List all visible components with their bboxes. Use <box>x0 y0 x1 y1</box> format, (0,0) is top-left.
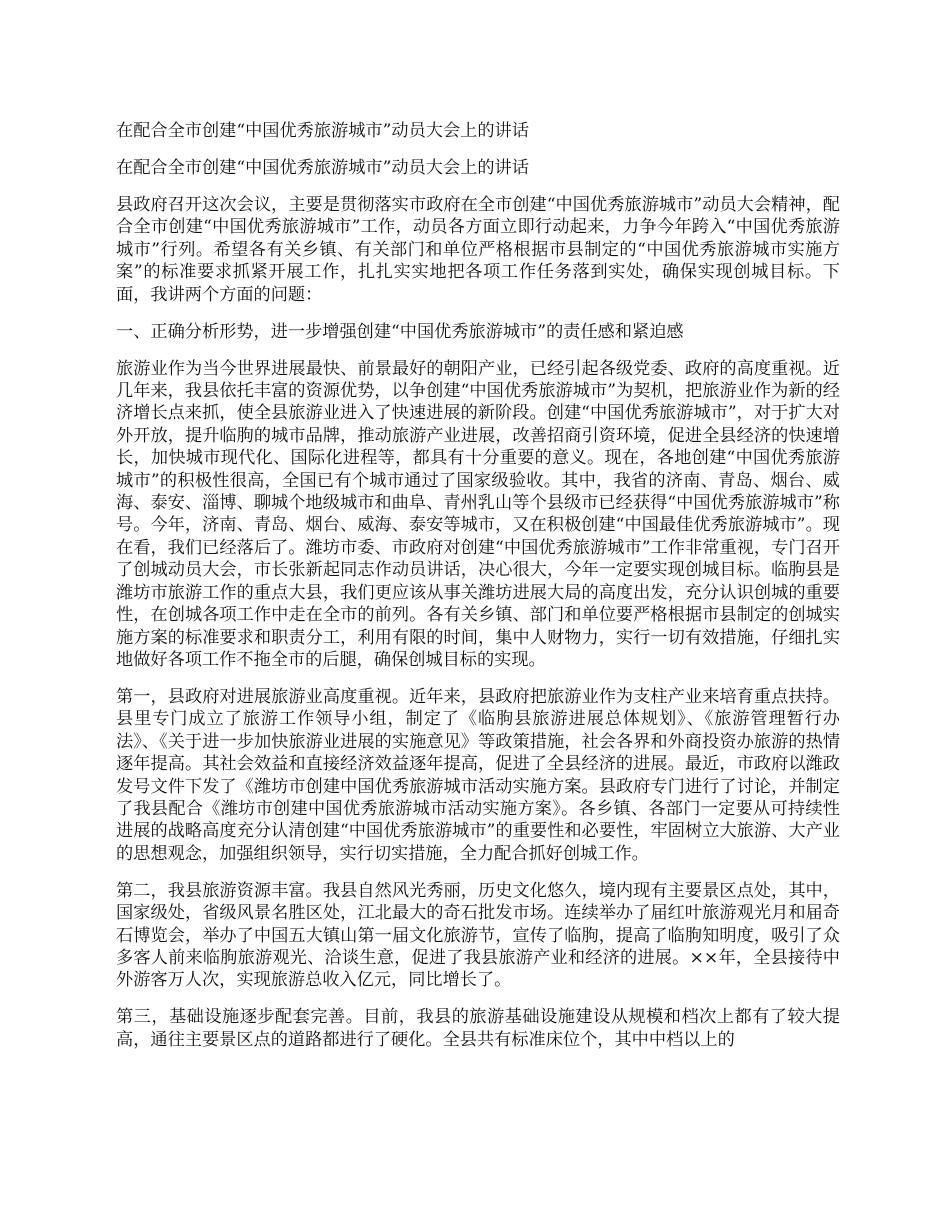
document-subtitle: 在配合全市创建“中国优秀旅游城市”动员大会上的讲话 <box>116 158 529 178</box>
section-heading-1: 一、正确分析形势，进一步增强创建“中国优秀旅游城市”的责任感和紧迫感 <box>116 321 684 342</box>
paragraph-second-point: 第二，我县旅游资源丰富。我县自然风光秀丽，历史文化悠久，境内现有主要景区点处，其中，国家级处，省级风景名胜区处，江北最大的奇石批发市场。连续举办了届红叶旅游观光月和届奇石博览会，举办了中国五大镇山第一届文化旅游节，宣传了临朐，提高了临朐知明度，吸引了众多客人前来临朐旅游观光、洽谈生意，促进了我县旅游产业和经济的进展。××年，全县接待中外游客万人次，实现旅游总收入亿元，同比增长了。 <box>116 880 840 991</box>
paragraph-first-point: 第一，县政府对进展旅游业高度重视。近年来，县政府把旅游业作为支柱产业来培育重点扶持。县里专门成立了旅游工作领导小组，制定了《临朐县旅游进展总体规划》、《旅游管理暂行办法》、《关于进一步加快旅游业进展的实施意见》等政策措施，社会各界和外商投资办旅游的热情逐年提高。其社会效益和直接经济效益逐年提高，促进了全县经济的进展。最近，市政府以潍政发号文件下发了《潍坊市创建中国优秀旅游城市活动实施方案。县政府专门进行了讨论，并制定了我县配合《潍坊市创建中国优秀旅游城市活动实施方案》。各乡镇、各部门一定要从可持续性进展的战略高度充分认清创建“中国优秀旅游城市”的重要性和必要性，牢固树立大旅游、大产业的思想观念，加强组织领导，实行切实措施，全力配合抓好创城工作。 <box>116 686 840 864</box>
document-body <box>116 120 840 1066</box>
document-title: 在配合全市创建“中国优秀旅游城市”动员大会上的讲话 <box>116 121 529 141</box>
paragraph-situation: 旅游业作为当今世界进展最快、前景最好的朝阳产业，已经引起各级党委、政府的高度重视。近几年来，我县依托丰富的资源优势，以争创建“中国优秀旅游城市”为契机，把旅游业作为新的经济增长点来抓，使全县旅游业进入了快速进展的新阶段。创建“中国优秀旅游城市”，对于扩大对外开放，提升临朐的城市品牌，推动旅游产业进展，改善招商引资环境，促进全县经济的快速增长，加快城市现代化、国际化进程等，都具有十分重要的意义。现在，各地创建“中国优秀旅游城市”的积极性很高，全国已有个城市通过了国家级验收。其中，我省的济南、青岛、烟台、威海、泰安、淄博、聊城个地级城市和曲阜、青州乳山等个县级市已经获得“中国优秀旅游城市”称号。今年，济南、青岛、烟台、威海、泰安等城市，又在积极创建“中国最佳优秀旅游城市”。现在看，我们已经落后了。潍坊市委、市政府对创建“中国优秀旅游城市”工作非常重视，专门召开了创城动员大会，市长张新起同志作动员讲话，决心很大，今年一定要实现创城目标。临朐县是潍坊市旅游工作的重点大县，我们更应该从事关潍坊进展大局的高度出发，充分认识创城的重要性，在创城各项工作中走在全市的前列。各有关乡镇、部门和单位要严格根据市县制定的创城实施方案的标准要求和职责分工，利用有限的时间，集中人财物力，实行一切有效措施，仔细扎实地做好各项工作不拖全市的后腿，确保创城目标的实现。 <box>116 358 840 670</box>
paragraph-third-point: 第三，基础设施逐步配套完善。目前，我县的旅游基础设施建设从规模和档次上都有了较大提高，通往主要景区点的道路都进行了硬化。全县共有标准床位个，其中中档以上的 <box>116 1007 840 1050</box>
paragraph-intro: 县政府召开这次会议，主要是贯彻落实市政府在全市创建“中国优秀旅游城市”动员大会精神，配合全市创建“中国优秀旅游城市”工作，动员各方面立即行动起来，力争今年跨入“中国优秀旅游城市”行列。希望各有关乡镇、有关部门和单位严格根据市县制定的“中国优秀旅游城市实施方案”的标准要求抓紧开展工作，扎扎实实地把各项工作任务落到实处，确保实现创城目标。下面，我讲两个方面的问题： <box>116 195 840 305</box>
